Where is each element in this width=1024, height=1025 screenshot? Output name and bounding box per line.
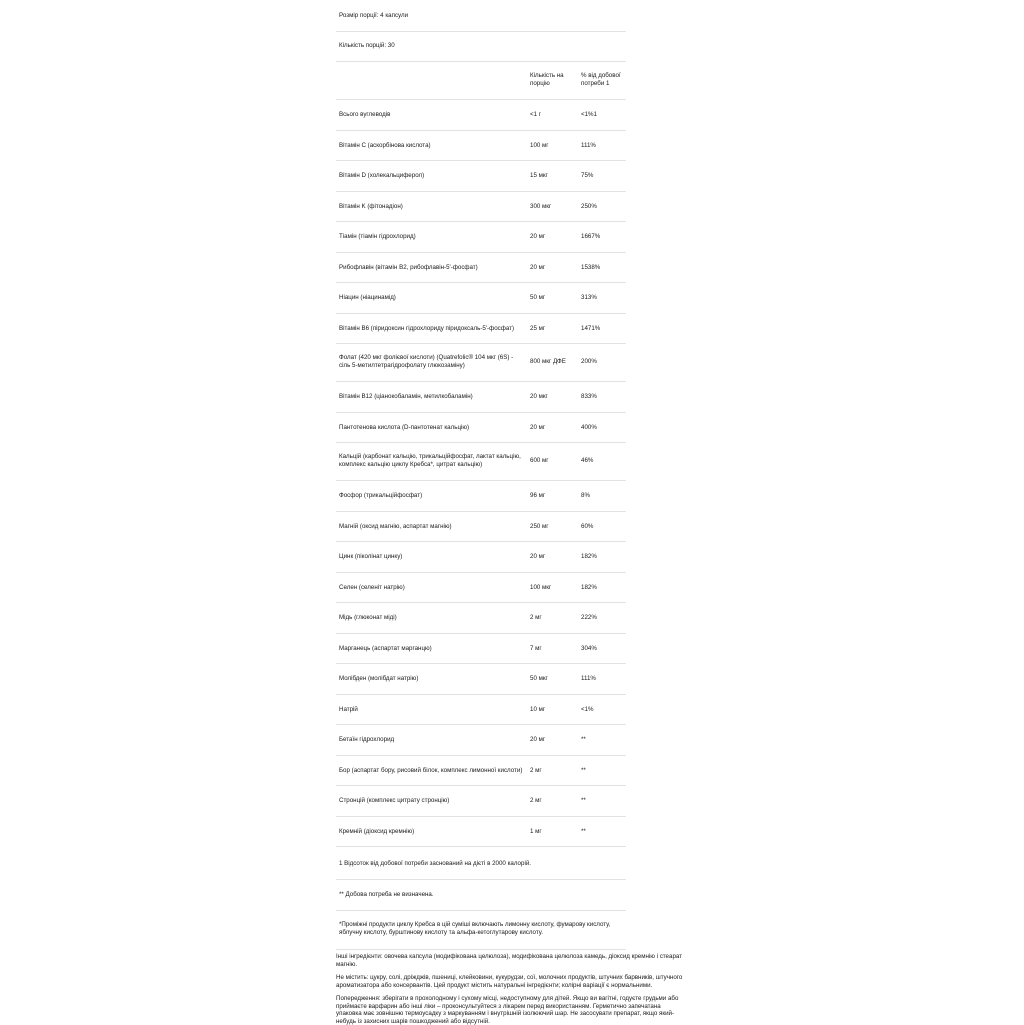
- table-row: [336, 602, 626, 634]
- table-row: [336, 633, 626, 665]
- nutrient-dv: 313%: [581, 294, 597, 301]
- nutrient-name: Стронцій (комплекс цитрату стронцію): [339, 797, 450, 804]
- nutrient-dv: 1667%: [581, 233, 601, 240]
- nutrient-amount: 20 мг: [530, 553, 546, 560]
- nutrient-name: Вітамін D (холекальциферол): [339, 172, 425, 179]
- nutrient-amount: 50 мкг: [530, 675, 548, 682]
- nutrient-dv: 111%: [581, 141, 596, 149]
- nutrient-amount: 1 мг: [530, 827, 542, 835]
- col-dv-header: % від добової потреби 1: [581, 72, 621, 87]
- table-row: [336, 282, 626, 314]
- nutrient-name: Бетаїн гідрохлорид: [339, 736, 395, 743]
- table-row: [336, 541, 626, 573]
- table-row: [336, 160, 626, 192]
- serving-size: Розмір порції: 4 капсули: [339, 12, 409, 19]
- nutrient-amount: 15 мкг: [530, 172, 548, 179]
- servings-count: Кількість порцій: 30: [339, 42, 395, 49]
- nutrient-name: Вітамін C (аскорбінова кислота): [339, 141, 431, 149]
- nutrient-dv: **: [581, 766, 586, 774]
- nutrient-amount: 2 мг: [530, 614, 542, 621]
- table-row: [336, 343, 626, 382]
- other-ingredients: Інші інгредієнти: овочева капсула (модифікована целюлоза), модифікована целюлоза камедь, діоксид кремнію і стеарат магнію.: [336, 953, 683, 968]
- nutrient-amount: 20 мг: [530, 736, 546, 743]
- table-row: [336, 442, 626, 481]
- nutrient-name: Ніацин (ніацинамід): [339, 294, 396, 301]
- nutrient-amount: 20 мг: [530, 233, 546, 240]
- nutrient-dv: 75%: [581, 172, 594, 179]
- table-row: [336, 785, 626, 817]
- nutrient-dv: 833%: [581, 393, 597, 400]
- nutrient-amount: 10 мг: [530, 705, 546, 713]
- nutrient-dv: **: [581, 827, 586, 835]
- nutrient-name: Кальцій (карбонат кальцію, трикальційфосфат, лактат кальцію, комплекс кальцію циклу Кребса*, цитрат кальцію): [339, 453, 521, 468]
- nutrient-amount: 100 мг: [530, 141, 549, 149]
- footnote-undetermined: [336, 879, 626, 911]
- nutrient-dv: <1%1: [581, 111, 597, 118]
- nutrient-name: Фолат (420 мкг фолієвої кислоти) (Quatrefolic® 104 мкг (6S) - сіль 5-метилтетрагідрофолату глюкозаміну): [339, 354, 514, 369]
- nutrient-name: Цинк (піколінат цинку): [339, 553, 403, 560]
- nutrient-amount: 50 мг: [530, 294, 546, 301]
- table-row: [336, 381, 626, 413]
- nutrient-amount: 300 мкг: [530, 202, 552, 210]
- nutrient-name: Натрій: [339, 705, 358, 713]
- warning: Попередження: зберігати в прохолодному і сухому місці, недоступному для дітей. Якщо ви вагітні, годуєте грудьми або приймаєте варфарин або інші ліки – проконсультуйтеся з лікарем перед використанням. Герметично запечатана упаковка має зовнішню термоусадку з маркуванням і внутрішній ізолюючий шар. Не засосувати препарат, якщо який-небудь із захисних шарів пошкоджений або відсутній.: [336, 995, 679, 1025]
- nutrient-name: Рибофлавін (вітамін B2, рибофлавін-5'-фосфат): [339, 263, 478, 271]
- nutrient-amount: 20 мг: [530, 263, 546, 271]
- table-row: [336, 694, 626, 726]
- nutrient-amount: 25 мг: [530, 324, 546, 332]
- nutrient-name: Пантотенова кислота (D-пантотенат кальцію): [339, 423, 470, 431]
- nutrient-dv: 1538%: [581, 263, 601, 271]
- table-row: [336, 572, 626, 604]
- nutrient-dv: 200%: [581, 358, 597, 365]
- nutrient-name: Всього вуглеводів: [339, 111, 391, 118]
- nutrient-dv: 250%: [581, 202, 597, 210]
- nutrient-name: Магній (оксид магнію, аспартат магнію): [339, 522, 452, 530]
- table-row: [336, 663, 626, 695]
- footnote-dv: [336, 848, 626, 880]
- table-row: [336, 130, 626, 162]
- nutrient-dv: 182%: [581, 553, 597, 560]
- nutrient-dv: 60%: [581, 522, 594, 530]
- nutrient-dv: **: [581, 736, 586, 743]
- nutrient-name: Кремній (діоксид кремнію): [339, 827, 415, 835]
- nutrient-dv: 1471%: [581, 324, 601, 332]
- nutrient-name: Тіамін (тіамін гідрохлорид): [339, 233, 416, 240]
- nutrient-amount: 20 мг: [530, 423, 546, 431]
- free-from: Не містить: цукру, солі, дріжджів, пшениці, клейковини, кукурудзи, сої, молочних продуктів, штучних барвників, штучного ароматизатора або консервантів. Цей продукт містить натуральні інгредієнти; колірні варіації є нормальними.: [336, 974, 683, 989]
- footnote-undetermined-text: ** Добова потреба не визначена.: [339, 891, 434, 898]
- nutrient-amount: 7 мг: [530, 644, 542, 652]
- nutrient-amount: 250 мг: [530, 522, 549, 530]
- nutrient-name: Вітамін K (фітонадіон): [339, 202, 403, 210]
- nutrient-name: Вітамін B6 (піридоксин гідрохлориду піридоксаль-5'-фосфат): [339, 324, 515, 332]
- nutrient-dv: **: [581, 797, 586, 804]
- servings-count-row: [336, 31, 626, 62]
- nutrient-amount: 2 мг: [530, 797, 542, 804]
- table-row: [336, 221, 626, 253]
- footnote-krebs-text: *Проміжні продукти циклу Кребса в цій суміші включають лимонну кислоту, фумарову кислоту, яблучну кислоту, бурштинову кислоту та альфа-кетоглутарову кислоту.: [339, 921, 611, 936]
- nutrient-name: Мідь (глюконат міді): [339, 614, 397, 621]
- nutrient-name: Бор (аспартат бору, рисовий білок, комплекс лимонної кислоти): [339, 766, 523, 774]
- nutrient-dv: 111%: [581, 675, 596, 682]
- table-row: [336, 252, 626, 284]
- nutrient-dv: 222%: [581, 614, 597, 621]
- nutrient-dv: 182%: [581, 583, 597, 591]
- footnote-dv-text: 1 Відсоток від добової потреби заснований на дієті в 2000 калорій.: [339, 860, 531, 867]
- nutrient-dv: <1%: [581, 705, 594, 713]
- nutrient-dv: 304%: [581, 644, 597, 652]
- nutrient-amount: 600 мг: [530, 457, 549, 464]
- nutrient-amount: 96 мг: [530, 492, 546, 499]
- table-row: [336, 191, 626, 223]
- table-row: [336, 816, 626, 848]
- nutrient-amount: 100 мкг: [530, 583, 552, 591]
- nutrient-name: Селен (селеніт натрію): [339, 583, 405, 591]
- col-amount-header: Кількість на порцію: [530, 72, 564, 87]
- nutrient-amount: 2 мг: [530, 766, 542, 774]
- table-row: [336, 313, 626, 345]
- table-row: [336, 755, 626, 787]
- nutrient-name: Марганець (аспартат марганцю): [339, 644, 432, 652]
- nutrient-dv: 46%: [581, 457, 594, 464]
- table-row: [336, 511, 626, 543]
- table-row: [336, 99, 626, 131]
- nutrient-dv: 8%: [581, 492, 590, 499]
- nutrient-name: Молібден (молібдат натрію): [339, 675, 419, 682]
- nutrient-amount: 20 мкг: [530, 393, 548, 400]
- table-header: [336, 61, 626, 100]
- table-row: [336, 412, 626, 444]
- nutrient-name: Вітамін B12 (ціанокобаламін, метилкобаламін): [339, 393, 473, 400]
- nutrient-name: Фосфор (трикальційфосфат): [339, 492, 423, 499]
- serving-size-row: [336, 0, 626, 32]
- footnote-krebs: [336, 910, 626, 950]
- table-row: [336, 480, 626, 512]
- nutrient-amount: 800 мкг ДФЕ: [530, 358, 566, 365]
- nutrient-amount: <1 г: [530, 111, 542, 118]
- table-row: [336, 724, 626, 756]
- nutrient-dv: 400%: [581, 423, 597, 431]
